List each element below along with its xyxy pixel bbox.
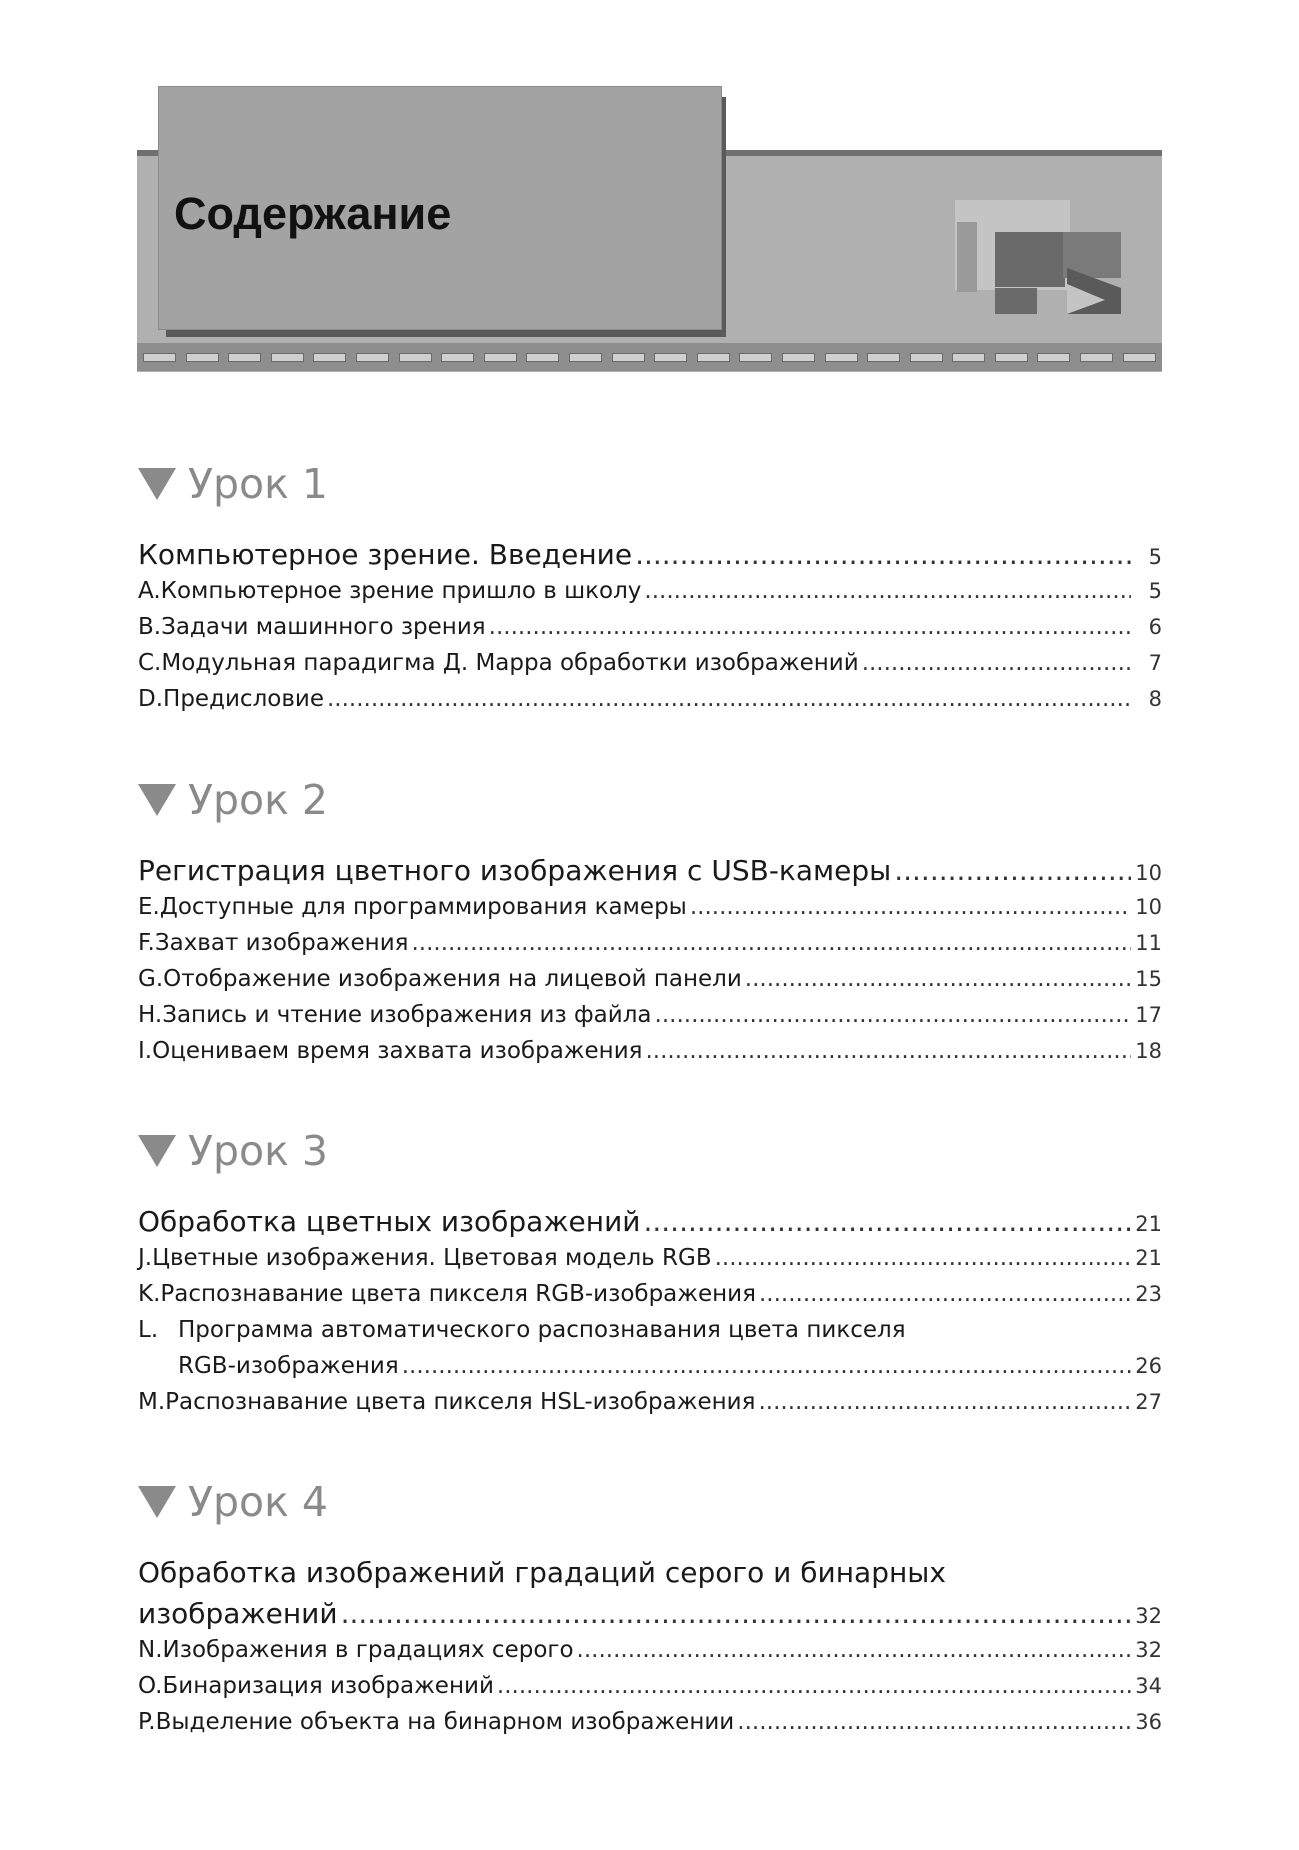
leader-dots	[645, 1038, 1131, 1064]
lesson-heading-text: Урок 4	[188, 1478, 328, 1526]
toc-lesson-1-main[interactable]	[138, 538, 1162, 571]
toc-page: 7	[1148, 651, 1162, 675]
toc-item-g[interactable]	[138, 966, 1162, 992]
toc-page: 26	[1135, 1354, 1162, 1378]
lesson-heading-text: Урок 3	[188, 1127, 328, 1175]
toc-item-f[interactable]	[138, 930, 1162, 956]
toc-title: Регистрация цветного изображения с USB-камеры	[138, 854, 892, 887]
toc-item-l-continued[interactable]	[178, 1353, 1162, 1379]
toc-letter: G.	[138, 966, 164, 992]
toc-letter: O.	[138, 1673, 163, 1699]
toc-page: 5	[1148, 545, 1162, 569]
toc-page: 32	[1135, 1604, 1162, 1628]
toc-title: Оцениваем время захвата изображения	[152, 1038, 643, 1064]
toc-title: Распознавание цвета пикселя RGB-изображения	[160, 1281, 756, 1307]
toc-letter: M.	[138, 1389, 166, 1415]
toc-letter: H.	[138, 1002, 163, 1028]
toc-letter: A.	[138, 578, 161, 604]
leader-dots	[497, 1673, 1131, 1699]
toc-letter: L.	[138, 1317, 159, 1343]
toc-page: 21	[1135, 1246, 1162, 1270]
leader-dots	[489, 614, 1131, 640]
deco-block-mid	[957, 222, 977, 292]
toc-letter: C.	[138, 650, 162, 676]
toc-title: Бинаризация изображений	[162, 1673, 494, 1699]
leader-dots	[745, 966, 1131, 992]
toc-page: 32	[1135, 1638, 1162, 1662]
lesson-heading-text: Урок 1	[188, 460, 328, 508]
toc-lesson-4-main-continued[interactable]	[138, 1597, 1162, 1630]
toc-letter: N.	[138, 1637, 163, 1663]
toc-item-e[interactable]	[138, 894, 1162, 920]
toc-item-l[interactable]	[138, 1317, 1162, 1343]
decorative-blocks-icon	[955, 200, 1135, 325]
toc-page: 11	[1135, 931, 1162, 955]
toc-title: Захват изображения	[154, 930, 409, 956]
toc-letter: J.	[138, 1245, 153, 1271]
toc-item-c[interactable]	[138, 650, 1162, 676]
toc-page: 36	[1135, 1710, 1162, 1734]
toc-title: Доступные для программирования камеры	[159, 894, 687, 920]
triangle-down-icon	[138, 1135, 176, 1167]
leader-dots	[327, 686, 1131, 712]
deco-block-dark-lower	[995, 288, 1037, 314]
toc-item-k[interactable]	[138, 1281, 1162, 1307]
triangle-down-icon	[138, 1486, 176, 1518]
toc-title: Цветные изображения. Цветовая модель RGB	[152, 1245, 712, 1271]
toc-item-a[interactable]	[138, 578, 1162, 604]
toc-item-h[interactable]	[138, 1002, 1162, 1028]
leader-dots	[758, 1389, 1131, 1415]
toc-title: Компьютерное зрение. Введение	[138, 538, 633, 571]
toc-page: 17	[1135, 1003, 1162, 1027]
toc-letter: K.	[138, 1281, 161, 1307]
toc-lesson-3-main[interactable]	[138, 1205, 1162, 1238]
leader-dots	[737, 1709, 1131, 1735]
toc-title: Модульная парадигма Д. Марра обработки изображений	[161, 650, 859, 676]
toc-letter: B.	[138, 614, 162, 640]
toc-page: 34	[1135, 1674, 1162, 1698]
toc-page: 23	[1135, 1282, 1162, 1306]
toc-title: Предисловие	[163, 686, 324, 712]
toc-item-i[interactable]	[138, 1038, 1162, 1064]
leader-dots	[655, 1002, 1131, 1028]
toc-letter: P.	[138, 1709, 156, 1735]
page-title: Содержание	[174, 188, 452, 239]
toc-letter: I.	[138, 1038, 153, 1064]
toc-page: 21	[1135, 1212, 1162, 1236]
leader-dots	[412, 930, 1132, 956]
toc-title: Обработка цветных изображений	[138, 1205, 641, 1238]
lesson-heading-text: Урок 2	[188, 776, 328, 824]
toc-item-b[interactable]	[138, 614, 1162, 640]
toc-title: Выделение объекта на бинарном изображении	[155, 1709, 735, 1735]
leader-dots	[577, 1637, 1131, 1663]
toc-title: RGB-изображения	[178, 1353, 399, 1379]
leader-dots	[862, 650, 1131, 676]
toc-page: 18	[1135, 1039, 1162, 1063]
toc-item-p[interactable]	[138, 1709, 1162, 1735]
toc-item-n[interactable]	[138, 1637, 1162, 1663]
lesson-3-heading	[138, 1127, 328, 1175]
deco-block-dark	[995, 232, 1065, 287]
toc-item-j[interactable]	[138, 1245, 1162, 1271]
leader-dots	[715, 1245, 1131, 1271]
triangle-down-icon	[138, 468, 176, 500]
toc-title: Задачи машинного зрения	[161, 614, 486, 640]
leader-dots	[894, 854, 1131, 887]
toc-title: Изображения в градациях серого	[162, 1637, 574, 1663]
lesson-1-heading	[138, 460, 328, 508]
lesson-4-heading	[138, 1478, 328, 1526]
toc-title: Обработка изображений градаций серого и бинарных	[138, 1556, 946, 1589]
leader-dots	[402, 1353, 1131, 1379]
leader-dots	[635, 538, 1131, 571]
toc-title: Компьютерное зрение пришло в школу	[160, 578, 642, 604]
toc-page: 5	[1148, 579, 1162, 603]
toc-page: 8	[1148, 687, 1162, 711]
leader-dots	[644, 578, 1131, 604]
lesson-2-heading	[138, 776, 328, 824]
leader-dots	[759, 1281, 1131, 1307]
banner-film-strip	[137, 343, 1162, 371]
toc-lesson-4-main[interactable]	[138, 1556, 1162, 1589]
leader-dots	[341, 1597, 1131, 1630]
toc-item-m[interactable]	[138, 1389, 1162, 1415]
toc-item-d[interactable]	[138, 686, 1162, 712]
toc-title: Распознавание цвета пикселя HSL-изображения	[165, 1389, 756, 1415]
toc-title: изображений	[138, 1597, 338, 1630]
toc-page: 27	[1135, 1390, 1162, 1414]
toc-title: Программа автоматического распознавания цвета пикселя	[178, 1317, 906, 1343]
toc-item-o[interactable]	[138, 1673, 1162, 1699]
toc-lesson-2-main[interactable]	[138, 854, 1162, 887]
toc-title: Запись и чтение изображения из файла	[162, 1002, 652, 1028]
toc-title: Отображение изображения на лицевой панели	[163, 966, 742, 992]
toc-page: 10	[1135, 895, 1162, 919]
toc-page: 6	[1148, 615, 1162, 639]
toc-page: 15	[1135, 967, 1162, 991]
leader-dots	[690, 894, 1131, 920]
toc-page: 10	[1135, 861, 1162, 885]
leader-dots	[643, 1205, 1131, 1238]
toc-letter: D.	[138, 686, 164, 712]
toc-letter: E.	[138, 894, 160, 920]
triangle-down-icon	[138, 784, 176, 816]
toc-letter: F.	[138, 930, 155, 956]
